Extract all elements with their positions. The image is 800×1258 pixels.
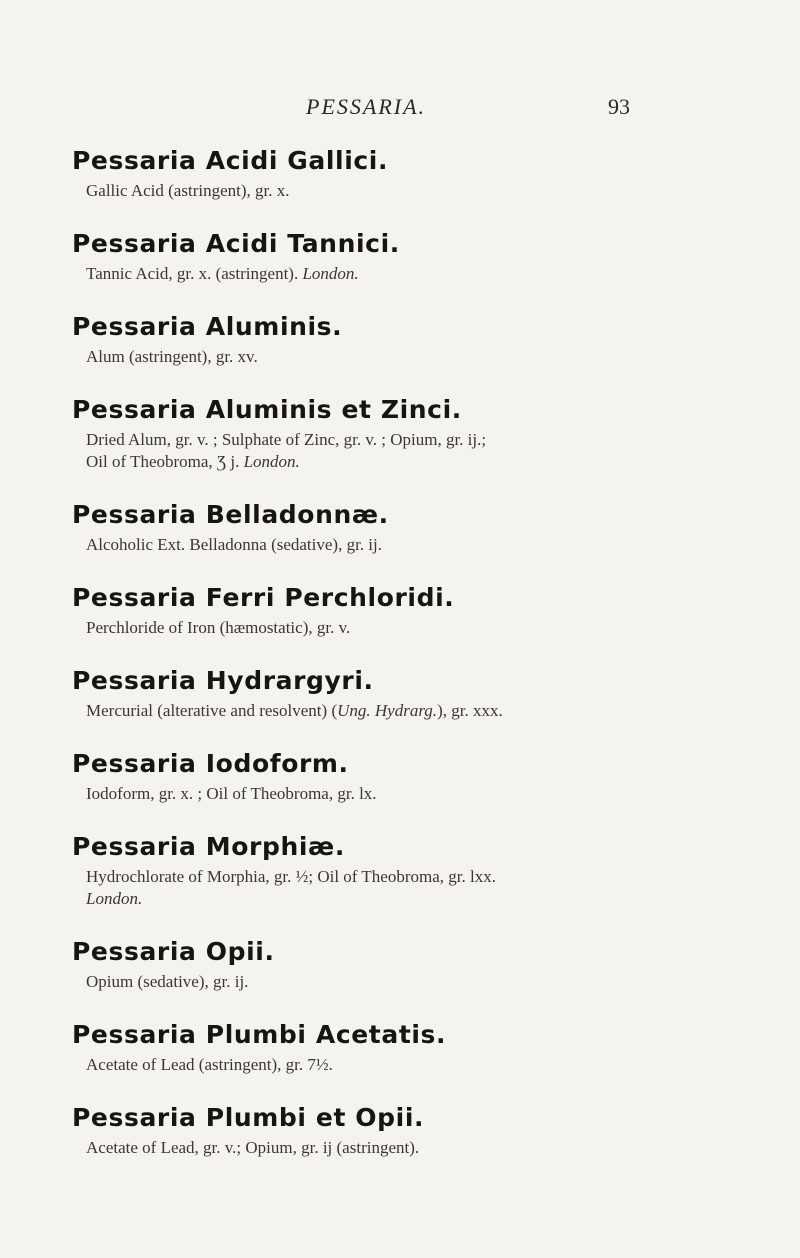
entry-title: Pessaria Aluminis.	[72, 312, 343, 341]
entry-morphiae	[72, 830, 772, 910]
entry-title: Pessaria Acidi Tannici.	[72, 229, 400, 258]
running-head	[0, 94, 800, 124]
page-number: 93	[608, 94, 630, 119]
entry-title: Pessaria Plumbi et Opii.	[72, 1103, 425, 1132]
entry-hydrargyri	[72, 664, 772, 722]
entry-description: Acetate of Lead (astringent), gr. 7½.	[86, 1055, 333, 1074]
entry-title: Pessaria Plumbi Acetatis.	[72, 1020, 447, 1049]
entry-title: Pessaria Opii.	[72, 937, 275, 966]
entry-description: Alcoholic Ext. Belladonna (sedative), gr. ij.	[86, 535, 383, 554]
entry-description	[86, 866, 726, 910]
entry-title: Pessaria Hydrargyri.	[72, 666, 374, 695]
entry-opii	[72, 935, 772, 993]
entry-description: Alum (astringent), gr. xv.	[86, 347, 258, 366]
entry-plumbi-acetatis	[72, 1018, 772, 1076]
ingredient-reference: Ung. Hydrarg.	[337, 701, 438, 720]
description-line-1: Dried Alum, gr. v. ; Sulphate of Zinc, gr. v. ; Opium, gr. ij.;	[86, 430, 487, 449]
entry-description: Gallic Acid (astringent), gr. x.	[86, 181, 290, 200]
entry-description: Perchloride of Iron (hæmostatic), gr. v.	[86, 618, 351, 637]
entry-title: Pessaria Ferri Perchloridi.	[72, 583, 455, 612]
pessaria-list	[72, 144, 772, 1159]
entry-title: Pessaria Acidi Gallici.	[72, 146, 389, 175]
entry-acidi-gallici	[72, 144, 772, 202]
entry-title: Pessaria Belladonnæ.	[72, 500, 389, 529]
entry-description: Acetate of Lead, gr. v.; Opium, gr. ij (astringent).	[86, 1138, 420, 1157]
source-note: London.	[243, 452, 300, 471]
entry-aluminis-et-zinci	[72, 393, 772, 473]
description-text: Hydrochlorate of Morphia, gr. ½; Oil of Theobroma, gr. lxx.	[86, 867, 496, 886]
entry-aluminis	[72, 310, 772, 368]
entry-iodoform	[72, 747, 772, 805]
entry-description: Opium (sedative), gr. ij.	[86, 972, 249, 991]
entry-description: Iodoform, gr. x. ; Oil of Theobroma, gr. lx.	[86, 784, 377, 803]
source-note: London.	[302, 264, 359, 283]
description-tail: ), gr. xxx.	[437, 701, 503, 720]
entry-title: Pessaria Iodoform.	[72, 749, 349, 778]
entry-description	[86, 263, 726, 285]
description-text: Tannic Acid, gr. x. (astringent).	[86, 264, 299, 283]
entry-description	[86, 700, 726, 722]
description-line-2: Oil of Theobroma, Ʒ j.	[86, 452, 240, 471]
entry-belladonnae	[72, 498, 772, 556]
source-note: London.	[86, 889, 143, 908]
entry-ferri-perchloridi	[72, 581, 772, 639]
entry-acidi-tannici	[72, 227, 772, 285]
running-title: PESSARIA.	[306, 94, 427, 119]
entry-plumbi-et-opii	[72, 1101, 772, 1159]
entry-description	[86, 429, 726, 473]
entry-title: Pessaria Morphiæ.	[72, 832, 345, 861]
description-text: Mercurial (alterative and resolvent) (	[86, 701, 338, 720]
entry-title: Pessaria Aluminis et Zinci.	[72, 395, 462, 424]
